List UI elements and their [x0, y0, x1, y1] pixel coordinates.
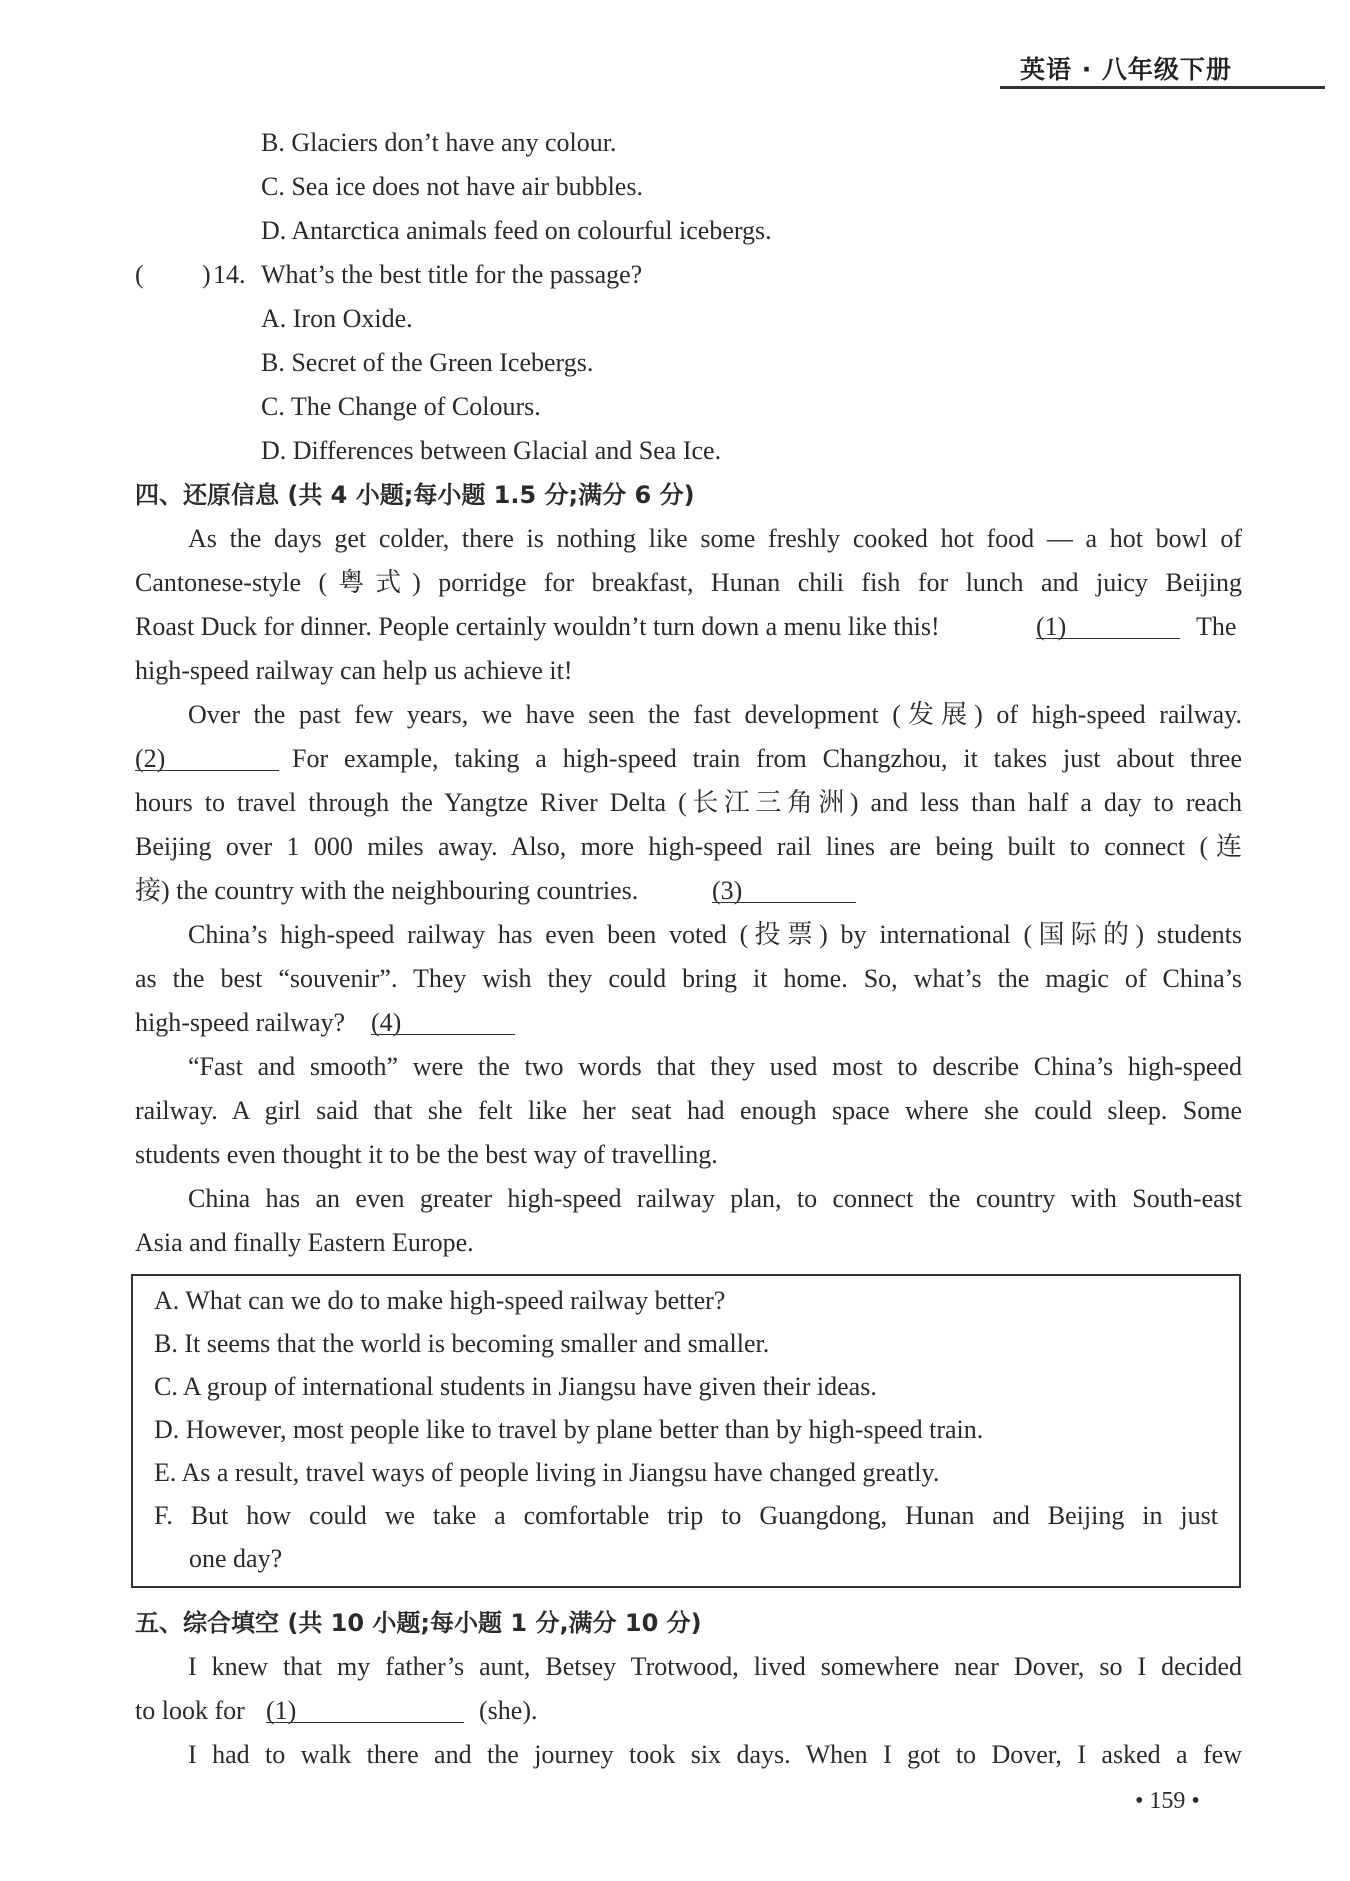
s4-blank-1[interactable]	[1036, 612, 1180, 642]
s4-p5-line1: China has an even greater high-speed railway plan, to connect the country with South-east	[188, 1184, 1242, 1213]
choice-a: A. What can we do to make high-speed railway better?	[154, 1286, 726, 1315]
choice-e: E. As a result, travel ways of people living in Jiangsu have changed greatly.	[154, 1458, 940, 1487]
s5-line1: I knew that my father’s aunt, Betsey Trotwood, lived somewhere near Dover, so I decided	[188, 1652, 1242, 1681]
s4-p2-line4: Beijing over 1 000 miles away. Also, more high-speed rail lines are being built to connect (连	[135, 832, 1242, 861]
choice-f-cont: one day?	[189, 1544, 283, 1573]
s4-p3-line1: China’s high-speed railway has even been voted (投票) by international (国际的) students	[188, 920, 1242, 949]
q14-number: 14.	[213, 260, 246, 289]
page-number: • 159 •	[1135, 1788, 1200, 1814]
choice-c: C. A group of international students in Jiangsu have given their ideas.	[154, 1372, 877, 1401]
q13-option-d: D. Antarctica animals feed on colourful icebergs.	[261, 216, 772, 245]
s4-p4-line3: students even thought it to be the best way of travelling.	[135, 1140, 718, 1169]
s4-p5-line2: Asia and finally Eastern Europe.	[135, 1228, 474, 1257]
s4-p1-line3-end: The	[1196, 612, 1237, 641]
header-rule	[1000, 86, 1325, 89]
s4-p3-line2: as the best “souvenir”. They wish they could bring it home. So, what’s the magic of China’s	[135, 964, 1242, 993]
s4-p1-line4: high-speed railway can help us achieve it!	[135, 656, 573, 685]
q14-option-c: C. The Change of Colours.	[261, 392, 541, 421]
s5-line2-hint: (she).	[479, 1696, 538, 1725]
s5-blank-1[interactable]	[266, 1696, 464, 1726]
s4-p2-line3: hours to travel through the Yangtze River Delta (长江三角洲) and less than half a day to reach	[135, 788, 1242, 817]
s4-blank-4[interactable]	[371, 1008, 515, 1038]
choice-f: F. But how could we take a comfortable trip to Guangdong, Hunan and Beijing in just	[154, 1501, 1218, 1530]
s4-p1-line2: Cantonese-style (粤式) porridge for breakfast, Hunan chili fish for lunch and juicy Beijing	[135, 568, 1242, 597]
s4-p1-line3: Roast Duck for dinner. People certainly wouldn’t turn down a menu like this!	[135, 612, 940, 641]
s4-p3-line3: high-speed railway?	[135, 1008, 346, 1037]
s4-blank-3[interactable]	[712, 876, 856, 906]
s4-blank-3-label: (3)	[712, 876, 856, 903]
q14-stem: What’s the best title for the passage?	[261, 260, 643, 289]
choice-d: D. However, most people like to travel by plane better than by high-speed train.	[154, 1415, 984, 1444]
q14-answer-paren-open: (	[135, 260, 144, 289]
choice-b: B. It seems that the world is becoming smaller and smaller.	[154, 1329, 770, 1358]
q14-option-a: A. Iron Oxide.	[261, 304, 413, 333]
s4-blank-4-label: (4)	[371, 1008, 515, 1035]
s4-blank-1-label: (1)	[1036, 612, 1180, 639]
s5-line2: to look for	[135, 1696, 245, 1725]
s4-p4-line2: railway. A girl said that she felt like her seat had enough space where she could sleep. Some	[135, 1096, 1242, 1125]
q13-option-c: C. Sea ice does not have air bubbles.	[261, 172, 643, 201]
q14-answer-paren-close: )	[202, 260, 211, 289]
s4-p4-line1: “Fast and smooth” were the two words that they used most to describe China’s high-speed	[188, 1052, 1242, 1081]
q14-option-d: D. Differences between Glacial and Sea Ice.	[261, 436, 722, 465]
s4-p2-line5: 接) the country with the neighbouring countries.	[135, 876, 639, 905]
q13-option-b: B. Glaciers don’t have any colour.	[261, 128, 617, 157]
s5-line3: I had to walk there and the journey took six days. When I got to Dover, I asked a few	[188, 1740, 1242, 1769]
q14-option-b: B. Secret of the Green Icebergs.	[261, 348, 594, 377]
s4-p2-line2: For example, taking a high-speed train from Changzhou, it takes just about three	[292, 744, 1242, 773]
section5-heading: 五、综合填空 (共 10 小题;每小题 1 分,满分 10 分)	[135, 1609, 702, 1637]
s5-blank-1-label: (1)	[266, 1696, 464, 1723]
s4-blank-2-label: (2)	[135, 744, 279, 771]
s4-p2-line1: Over the past few years, we have seen the fast development (发展) of high-speed railway.	[188, 700, 1242, 729]
book-title: 英语 · 八年级下册	[1020, 55, 1232, 84]
s4-p1-line1: As the days get colder, there is nothing like some freshly cooked hot food — a hot bowl of	[188, 524, 1242, 553]
section4-heading: 四、还原信息 (共 4 小题;每小题 1.5 分;满分 6 分)	[135, 481, 695, 509]
s4-blank-2[interactable]	[135, 744, 279, 774]
